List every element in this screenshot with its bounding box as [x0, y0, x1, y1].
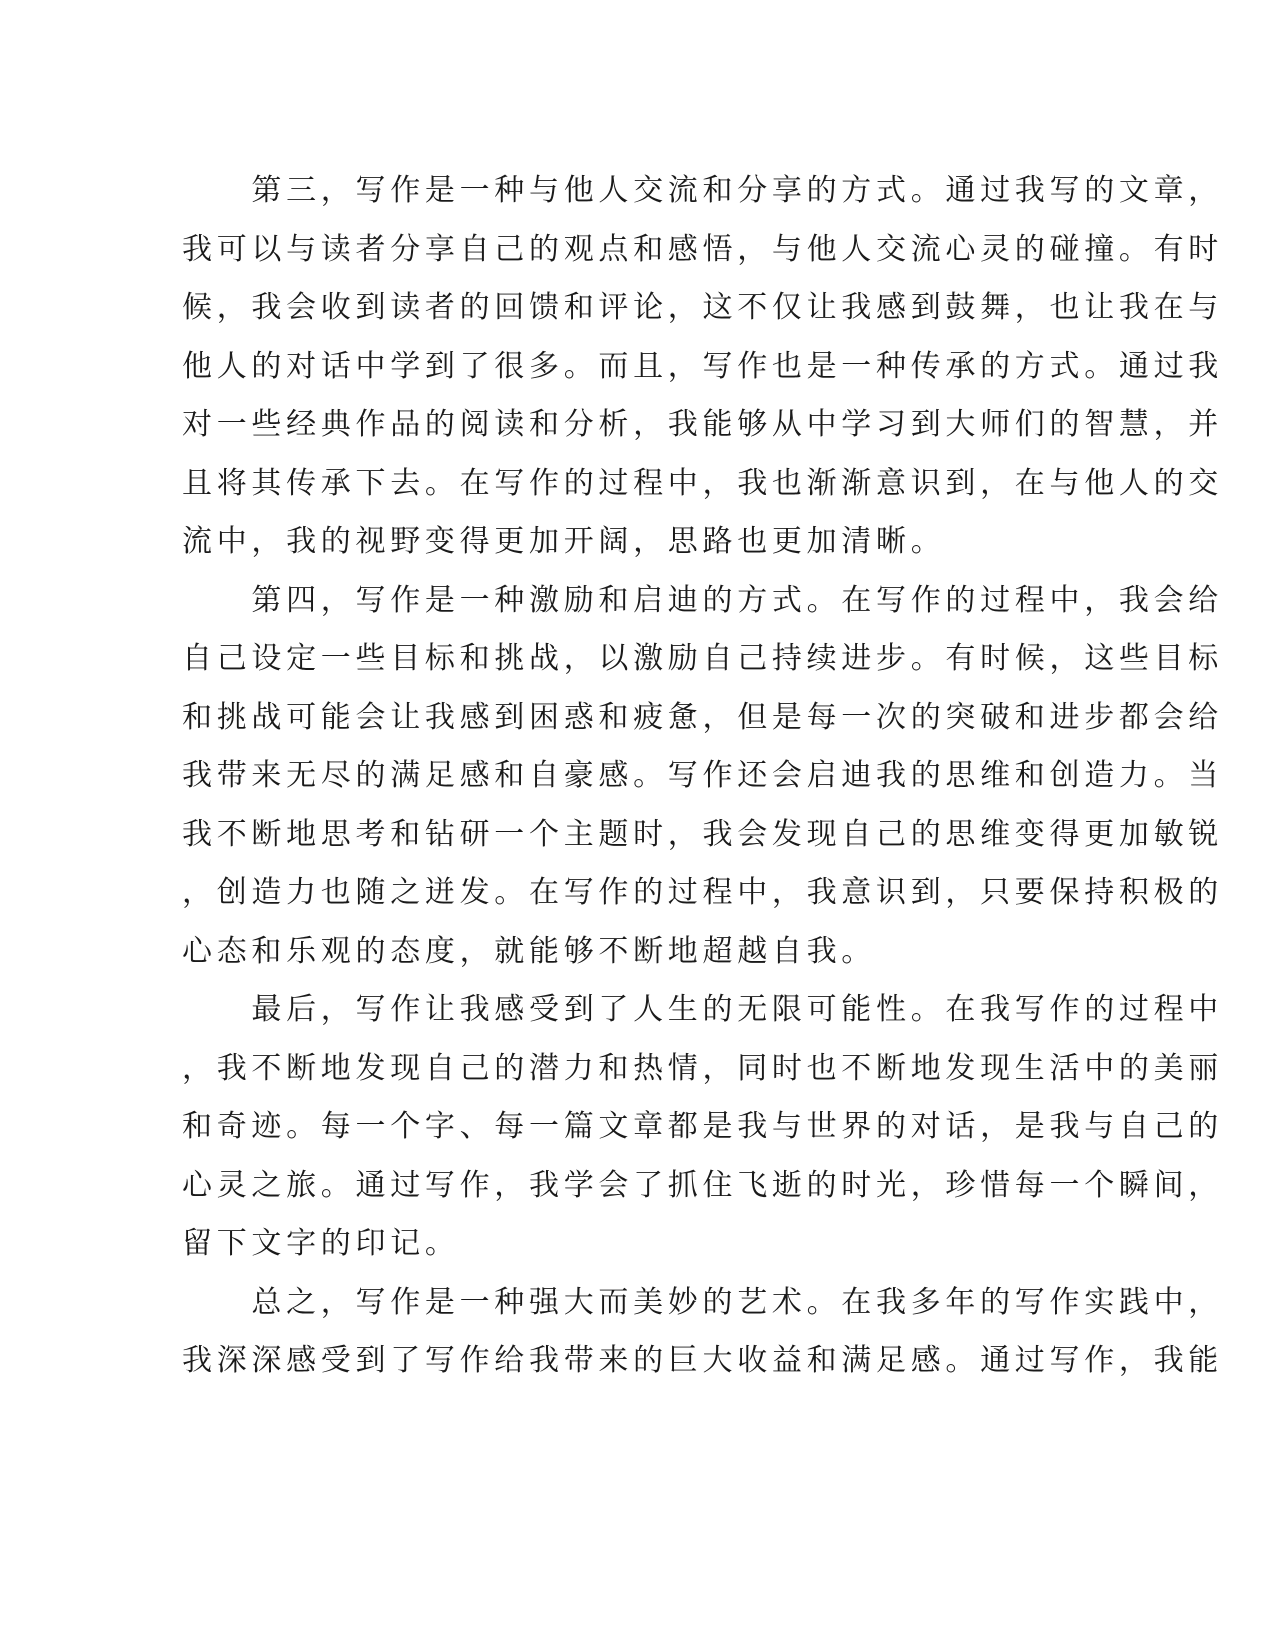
text-line: 且将其传承下去。在写作的过程中，我也渐渐意识到，在与他人的交 [182, 465, 1223, 501]
text-line: 第四，写作是一种激励和启迪的方式。在写作的过程中，我会给 [182, 582, 1223, 618]
text-line: ，我不断地发现自己的潜力和热情，同时也不断地发现生活中的美丽 [182, 1050, 1223, 1086]
text-line: 最后，写作让我感受到了人生的无限可能性。在我写作的过程中 [182, 992, 1223, 1027]
text-line: 对一些经典作品的阅读和分析，我能够从中学习到大师们的智慧，并 [182, 407, 1223, 442]
text-line: 我可以与读者分享自己的观点和感悟，与他人交流心灵的碰撞。有时 [182, 231, 1223, 267]
text-line: 心态和乐观的态度，就能够不断地超越自我。 [182, 933, 876, 969]
text-line: 第三，写作是一种与他人交流和分享的方式。通过我写的文章， [182, 173, 1223, 208]
body-text [182, 162, 1223, 1391]
text-line: 总之，写作是一种强大而美妙的艺术。在我多年的写作实践中， [182, 1284, 1223, 1320]
text-line: 候，我会收到读者的回馈和评论，这不仅让我感到鼓舞，也让我在与 [182, 290, 1223, 325]
text-line: 心灵之旅。通过写作，我学会了抓住飞逝的时光，珍惜每一个瞬间， [182, 1167, 1223, 1203]
text-line: 流中，我的视野变得更加开阔，思路也更加清晰。 [182, 524, 946, 559]
text-line: 我深深感受到了写作给我带来的巨大收益和满足感。通过写作，我能 [182, 1343, 1223, 1378]
text-line: ，创造力也随之迸发。在写作的过程中，我意识到，只要保持积极的 [182, 875, 1223, 910]
text-line: 自己设定一些目标和挑战，以激励自己持续进步。有时候，这些目标 [182, 641, 1223, 676]
text-line: 和挑战可能会让我感到困惑和疲惫，但是每一次的突破和进步都会给 [182, 699, 1223, 735]
text-line: 和奇迹。每一个字、每一篇文章都是我与世界的对话，是我与自己的 [182, 1109, 1223, 1144]
text-line: 他人的对话中学到了很多。而且，写作也是一种传承的方式。通过我 [182, 348, 1223, 384]
text-line: 留下文字的印记。 [182, 1226, 460, 1261]
text-line: 我带来无尽的满足感和自豪感。写作还会启迪我的思维和创造力。当 [182, 758, 1223, 793]
text-line: 我不断地思考和钻研一个主题时，我会发现自己的思维变得更加敏锐 [182, 816, 1223, 852]
